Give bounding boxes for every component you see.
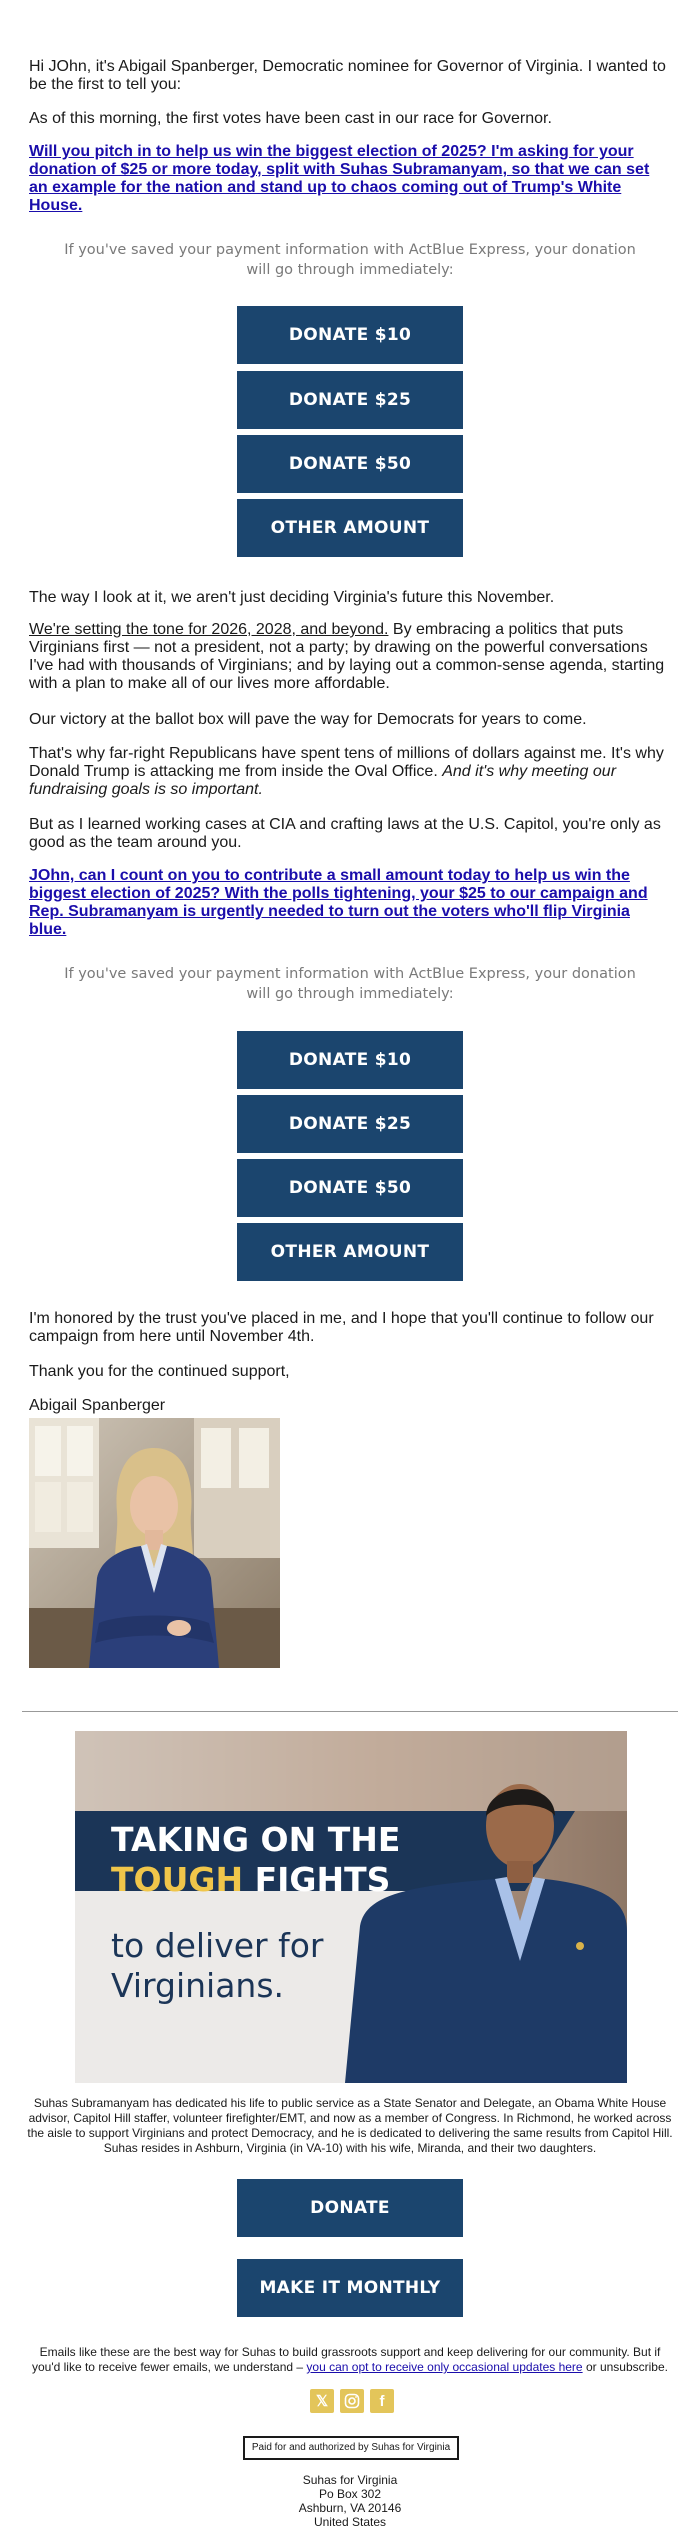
banner-headline-line2 (111, 1861, 390, 1899)
look-paragraph: The way I look at it, we aren't just deciding Virginia's future this November. (29, 589, 555, 606)
x-icon[interactable]: 𝕏 (310, 2389, 334, 2413)
suhas-banner (75, 1731, 627, 2083)
footer-message (26, 2345, 674, 2375)
tone-text: By embracing a politics that puts Virginians first — not a president, not a party; by drawing on the powerful conversations I've had with thousands of Virginians; and by laying out a common-sense agenda, starting with a plan to make all of our lives more affordable. (29, 621, 665, 692)
address-line-3: Ashburn, VA 20146 (298, 2501, 402, 2515)
donate-50-button[interactable]: DONATE $50 (237, 435, 463, 493)
first-votes-paragraph: As of this morning, the first votes have been cast in our race for Governor. (29, 110, 552, 127)
signature-name: Abigail Spanberger (29, 1397, 166, 1414)
donate-25-button[interactable]: DONATE $25 (237, 371, 463, 429)
banner-tough: TOUGH (111, 1860, 244, 1899)
make-it-monthly-button[interactable]: MAKE IT MONTHLY (237, 2259, 463, 2317)
victory-paragraph: Our victory at the ballot box will pave the way for Democrats for years to come. (29, 711, 587, 728)
banner-headline-line1: TAKING ON THE (111, 1820, 401, 1859)
tone-link[interactable]: We're setting the tone for 2026, 2028, and beyond. (29, 621, 389, 638)
actblue-note-1: If you've saved your payment information with ActBlue Express, your donation will go through immediately: (64, 242, 636, 278)
donate-10-button-2[interactable]: DONATE $10 (237, 1031, 463, 1089)
paid-for-disclaimer: Paid for and authorized by Suhas for Virginia (243, 2436, 459, 2460)
spanberger-photo (29, 1418, 280, 1668)
thanks-paragraph: Thank you for the continued support, (29, 1363, 290, 1380)
address-line-4: United States (313, 2515, 387, 2529)
cia-paragraph: But as I learned working cases at CIA and crafting laws at the U.S. Capitol, you're only as good as the team around you. (29, 816, 661, 851)
other-amount-button-2[interactable]: OTHER AMOUNT (237, 1223, 463, 1281)
farright-paragraph (29, 745, 671, 799)
donate-10-button[interactable]: DONATE $10 (237, 306, 463, 364)
section-divider (22, 1711, 678, 1712)
farright-text: That's why far-right Republicans have spent tens of millions of dollars against me. It's why Donald Trump is attacking me from inside the Oval Office. (29, 745, 664, 780)
honored-paragraph: I'm honored by the trust you've placed in me, and I hope that you'll continue to follow our campaign from here until November 4th. (29, 1310, 654, 1345)
facebook-icon[interactable]: f (370, 2389, 394, 2413)
donate-cta-link-2[interactable]: JOhn, can I count on you to contribute a small amount today to help us win the biggest election of 2025? With the polls tightening, your $25 to our campaign and Rep. Subramanyam is urgently needed to turn out the voters who'll flip Virginia blue. (29, 867, 648, 938)
banner-line4: Virginians. (111, 1966, 285, 2005)
donate-cta-link-1[interactable]: Will you pitch in to help us win the biggest election of 2025? I'm asking for your donation of $25 or more today, split with Suhas Subramanyam, so that we can set an example for the nation and stand up to chaos coming out of Trump's White House. (29, 143, 650, 214)
banner-fights: FIGHTS (254, 1860, 391, 1899)
donate-50-button-2[interactable]: DONATE $50 (237, 1159, 463, 1217)
address-line-2: Po Box 302 (318, 2487, 382, 2501)
mailing-address (200, 2473, 500, 2529)
farright-italic: And it's why meeting our fundraising goals is so important. (29, 763, 617, 798)
tone-paragraph (29, 621, 671, 693)
instagram-icon[interactable] (340, 2389, 364, 2413)
occasional-updates-link[interactable]: you can opt to receive only occasional updates here (306, 2360, 583, 2374)
greeting-paragraph: Hi JOhn, it's Abigail Spanberger, Democratic nominee for Governor of Virginia. I wanted to be the first to tell you: (29, 58, 666, 93)
suhas-donate-button[interactable]: DONATE (237, 2179, 463, 2237)
footer-text-after: or unsubscribe. (582, 2360, 668, 2374)
other-amount-button[interactable]: OTHER AMOUNT (237, 499, 463, 557)
footer-text-before: Emails like these are the best way for Suhas to build grassroots support and keep delivering for our community. But if you'd like to receive fewer emails, we understand – (31, 2345, 661, 2374)
banner-line3: to deliver for (111, 1926, 324, 1965)
donate-25-button-2[interactable]: DONATE $25 (237, 1095, 463, 1153)
actblue-note-2: If you've saved your payment information with ActBlue Express, your donation will go through immediately: (64, 966, 636, 1002)
suhas-bio: Suhas Subramanyam has dedicated his life to public service as a State Senator and Delegate, an Obama White House advisor, Capitol Hill staffer, volunteer firefighter/EMT, and now as a member of Congress. In Richmond, he worked across the aisle to support Virginians and protect Democracy, and he is dedicated to delivering the same results from Capitol Hill. Suhas resides in Ashburn, Virginia (in VA-10) with his wife, Miranda, and their two daughters. (27, 2096, 673, 2155)
address-line-1: Suhas for Virginia (302, 2473, 398, 2487)
